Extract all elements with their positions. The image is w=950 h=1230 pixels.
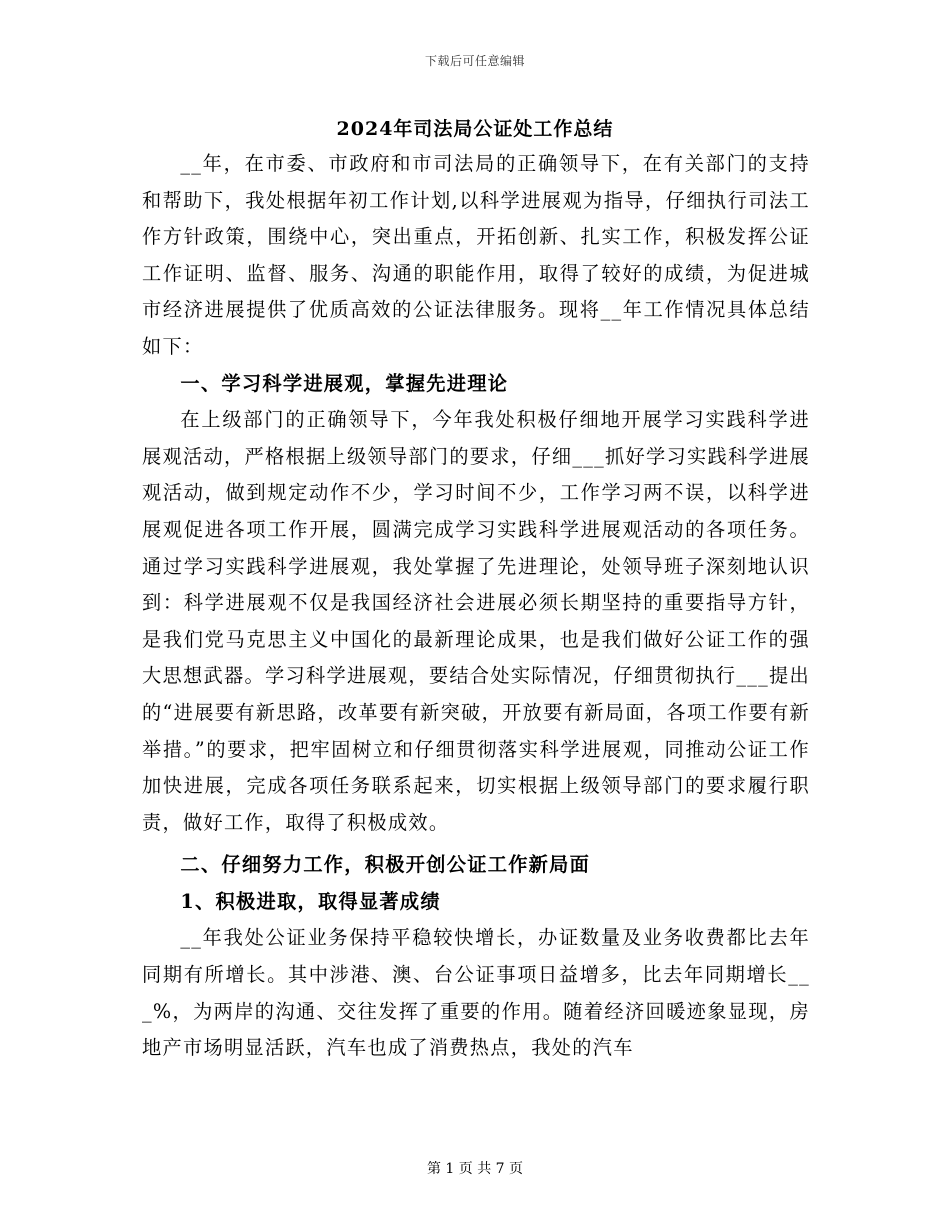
section2-subheading: 1、积极进取，取得显著成绩 <box>180 889 441 913</box>
document-title: 2024年司法局公证处工作总结 <box>336 118 614 140</box>
section1-heading: 一、学习科学进展观，掌握先进理论 <box>180 371 509 395</box>
section1-paragraph: 在上级部门的正确领导下，今年我处积极仔细地开展学习实践科学进展观活动，严格根据上级领导部门的要求，仔细___抓好学习实践科学进展观活动，做到规定动作不少，学习时间不少，工作学习两不误，以科学进展观促进各项工作开展，圆满完成学习实践科学进展观活动的各项任务。通过学习实践科学进展观，我处掌握了先进理论，处领导班子深刻地认识到：科学进展观不仅是我国经济社会进展必须长期坚持的重要指导方针，是我们党马克思主义中国化的最新理论成果，也是我们做好公证工作的强大思想武器。学习科学进展观，要结合处实际情况，仔细贯彻执行___提出的“进展要有新思路，改革要有新突破，开放要有新局面，各项工作要有新举措。”的要求，把牢固树立和仔细贯彻落实科学进展观，同推动公证工作加快进展，完成各项任务联系起来，切实根据上级领导部门的要求履行职责，做好工作，取得了积极成效。 <box>142 408 810 834</box>
intro-paragraph: __年，在市委、市政府和市司法局的正确领导下，在有关部门的支持和帮助下，我处根据年初工作计划,以科学进展观为指导，仔细执行司法工作方针政策，围绕中心，突出重点，开拓创新、扎实工作，积极发挥公证工作证明、监督、服务、沟通的职能作用，取得了较好的成绩，为促进城市经济进展提供了优质高效的公证法律服务。现将__年工作情况具体总结如下： <box>142 152 810 358</box>
section2-heading: 二、仔细努力工作，积极开创公证工作新局面 <box>180 853 591 877</box>
section2-paragraph: __年我处公证业务保持平稳较快增长，办证数量及业务收费都比去年同期有所增长。其中涉港、澳、台公证事项日益增多，比去年同期增长___%，为两岸的沟通、交往发挥了重要的作用。随着经济回暖迹象显现，房地产市场明显活跃，汽车也成了消费热点，我处的汽车 <box>142 926 810 1060</box>
page-footer: 第 1 页 共 7 页 <box>426 1161 524 1177</box>
header-note: 下载后可任意编辑 <box>424 54 525 68</box>
document-body <box>142 146 810 1067</box>
